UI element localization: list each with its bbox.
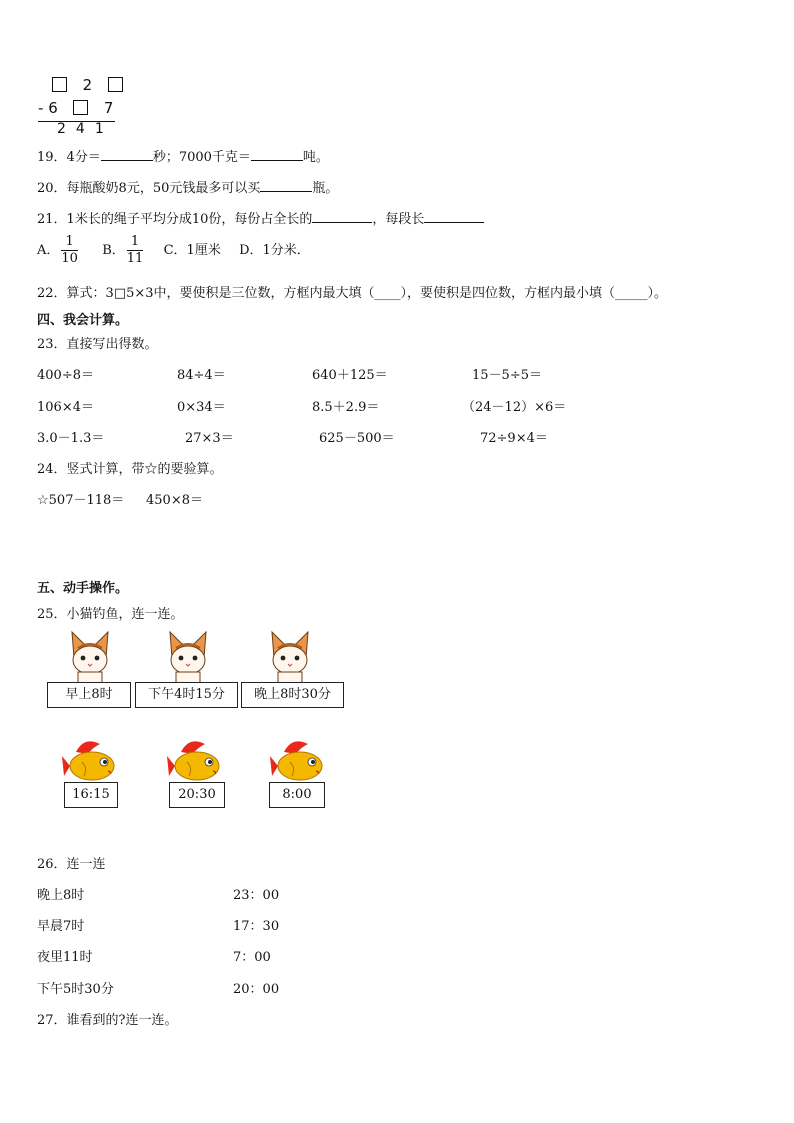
option-c[interactable]: C．1厘米 bbox=[163, 243, 221, 258]
match-right-item[interactable]: 20：00 bbox=[233, 982, 280, 997]
match-right-item[interactable]: 23：00 bbox=[233, 888, 280, 903]
calc-item: 0×34＝ bbox=[177, 400, 226, 415]
calc-item: 72÷9×4＝ bbox=[480, 431, 548, 446]
question-24-item-2: 450×8＝ bbox=[146, 493, 203, 508]
calc-item: 15－5÷5＝ bbox=[472, 368, 542, 383]
answer-blank[interactable] bbox=[101, 148, 153, 161]
cat-time-label[interactable]: 晚上8时30分 bbox=[241, 682, 344, 708]
question-27-title: 27．谁看到的?连一连。 bbox=[37, 1013, 178, 1028]
fish-icon bbox=[62, 738, 118, 784]
match-left-item[interactable]: 夜里11时 bbox=[37, 950, 93, 965]
subtraction-row-2: - 6 7 bbox=[38, 99, 114, 117]
cat-time-label[interactable]: 早上8时 bbox=[47, 682, 131, 708]
section-4-title: 四、我会计算。 bbox=[37, 313, 129, 328]
calc-item: 8.5＋2.9＝ bbox=[312, 400, 380, 415]
question-21-options bbox=[37, 234, 310, 267]
question-23-title: 23．直接写出得数。 bbox=[37, 337, 158, 352]
question-22: 22．算式：3□5×3中，要使积是三位数，方框内最大填（____），要使积是四位数，方框内最小填（_____）。 bbox=[37, 286, 668, 301]
answer-blank[interactable] bbox=[260, 179, 312, 192]
cat-icon bbox=[66, 628, 114, 684]
calc-item: （24－12）×6＝ bbox=[462, 400, 567, 415]
fish-time-label[interactable]: 20:30 bbox=[169, 782, 225, 808]
calc-item: 3.0－1.3＝ bbox=[37, 431, 105, 446]
fish-icon bbox=[167, 738, 223, 784]
question-21: 21．1米长的绳子平均分成10份，每份占全长的 ，每段长 bbox=[37, 208, 484, 227]
match-left-item[interactable]: 早晨7时 bbox=[37, 919, 85, 934]
question-19: 19．4分＝ 秒；7000千克＝ 吨。 bbox=[37, 150, 329, 165]
calc-item: 84÷4＝ bbox=[177, 368, 226, 383]
match-left-item[interactable]: 晚上8时 bbox=[37, 888, 85, 903]
fish-time-label[interactable]: 16:15 bbox=[64, 782, 118, 808]
match-right-item[interactable]: 7：00 bbox=[233, 950, 271, 965]
subtraction-row-1: 2 bbox=[52, 76, 123, 94]
question-26-title: 26．连一连 bbox=[37, 857, 106, 872]
answer-box[interactable] bbox=[73, 100, 88, 115]
option-a[interactable]: A． $\frac{1}{10}$ bbox=[37, 234, 78, 266]
question-24-title: 24．竖式计算，带☆的要验算。 bbox=[37, 462, 223, 477]
fish-icon bbox=[270, 738, 326, 784]
calc-item: 400÷8＝ bbox=[37, 368, 94, 383]
cat-icon bbox=[164, 628, 212, 684]
cat-icon bbox=[266, 628, 314, 684]
cat-time-label[interactable]: 下午4时15分 bbox=[135, 682, 238, 708]
calc-item: 640＋125＝ bbox=[312, 368, 388, 383]
subtraction-result: 2 4 1 bbox=[57, 121, 104, 137]
answer-box[interactable] bbox=[52, 77, 67, 92]
question-24-item-1: ☆507－118＝ bbox=[37, 493, 125, 508]
calc-item: 625－500＝ bbox=[319, 431, 395, 446]
calc-item: 27×3＝ bbox=[185, 431, 234, 446]
answer-blank[interactable] bbox=[251, 148, 303, 161]
answer-blank[interactable] bbox=[312, 210, 372, 223]
answer-box[interactable] bbox=[108, 77, 123, 92]
section-5-title: 五、动手操作。 bbox=[37, 581, 129, 596]
fish-time-label[interactable]: 8:00 bbox=[269, 782, 325, 808]
match-left-item[interactable]: 下午5时30分 bbox=[37, 982, 114, 997]
match-right-item[interactable]: 17：30 bbox=[233, 919, 280, 934]
question-20: 20．每瓶酸奶8元，50元钱最多可以买 瓶。 bbox=[37, 181, 339, 196]
option-b[interactable]: B． $\frac{1}{11}$ bbox=[102, 234, 144, 266]
option-d[interactable]: D．1分米． bbox=[239, 243, 310, 258]
calc-item: 106×4＝ bbox=[37, 400, 94, 415]
answer-blank[interactable] bbox=[424, 210, 484, 223]
question-25-title: 25．小猫钓鱼，连一连。 bbox=[37, 607, 184, 622]
